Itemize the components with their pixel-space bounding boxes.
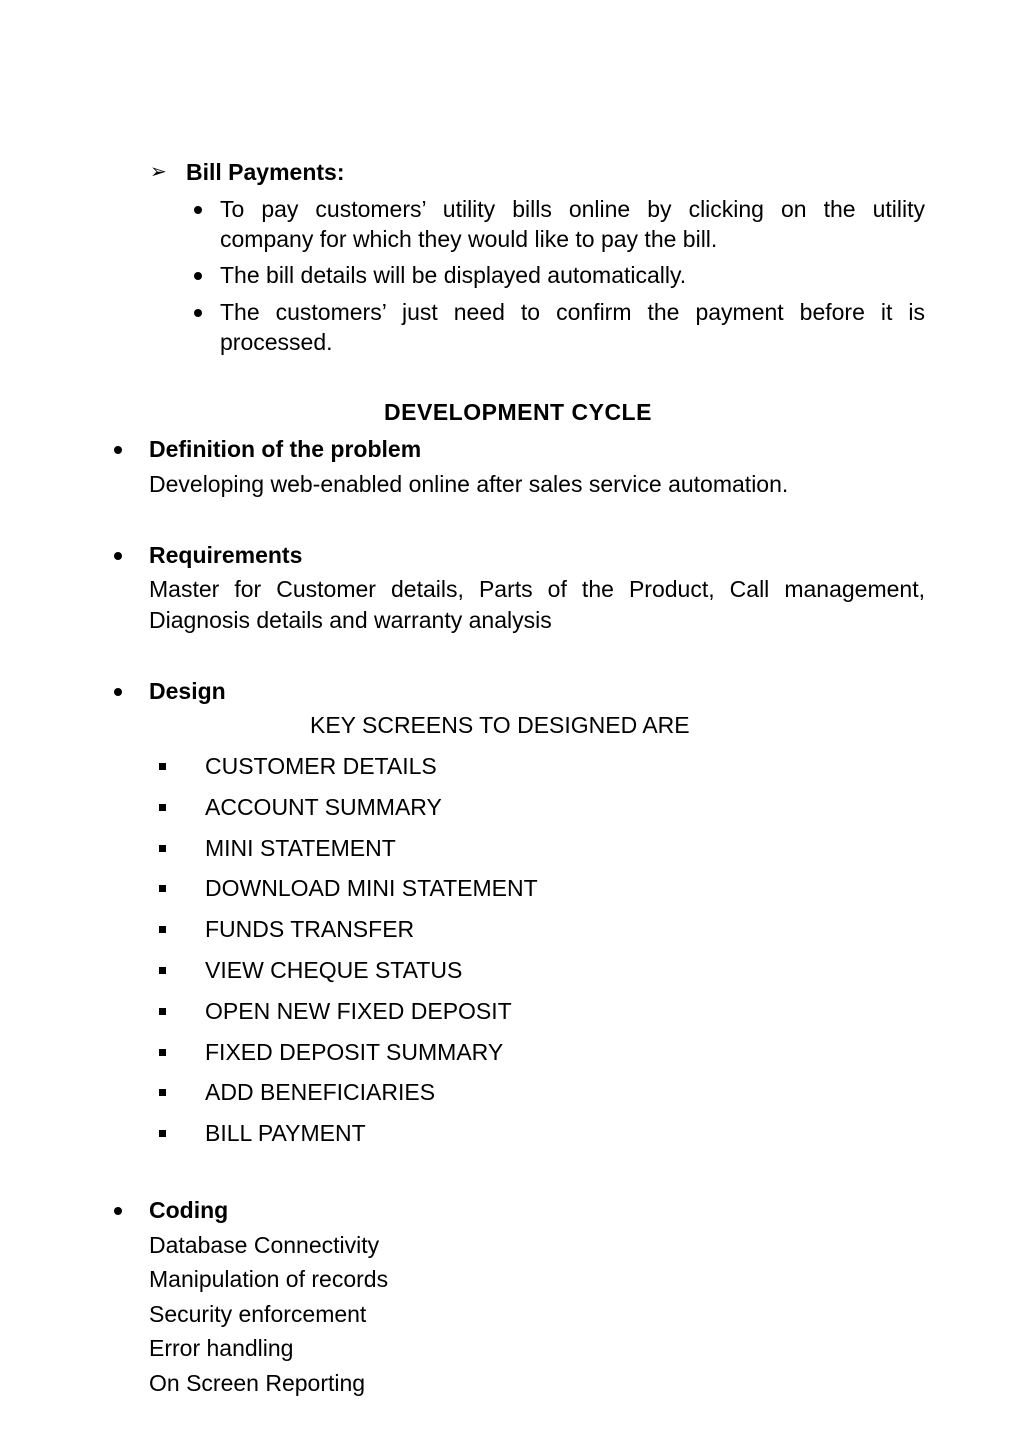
bullet-icon [114,1207,122,1215]
key-screen-item: FIXED DEPOSIT SUMMARY [205,1039,504,1065]
requirements-line1: Master for Customer details, Parts of the Product, Call management, [149,576,925,602]
square-bullet-icon [159,845,166,852]
square-bullet-icon [159,926,166,933]
bullet-icon [114,688,122,696]
bullet-icon [194,272,202,280]
bill-payments-item-2-line1: The bill details will be displayed automatically. [220,262,687,288]
design-subheading: KEY SCREENS TO DESIGNED ARE [310,712,690,738]
bill-payments-heading: Bill Payments: [186,159,345,185]
bill-payments-item-1-line2: company for which they would like to pay the bill. [220,226,718,252]
coding-item: Database Connectivity [149,1232,380,1258]
square-bullet-icon [159,1008,166,1015]
coding-item: Manipulation of records [149,1266,389,1292]
key-screen-item: CUSTOMER DETAILS [205,753,437,779]
bullet-icon [114,552,122,560]
design-heading: Design [149,678,226,704]
coding-item: Security enforcement [149,1301,367,1327]
key-screen-item: ACCOUNT SUMMARY [205,794,442,820]
coding-heading: Coding [149,1197,229,1223]
square-bullet-icon [159,1089,166,1096]
square-bullet-icon [159,967,166,974]
key-screen-item: ADD BENEFICIARIES [205,1079,436,1105]
key-screen-item: FUNDS TRANSFER [205,916,415,942]
key-screen-item: OPEN NEW FIXED DEPOSIT [205,998,512,1024]
key-screen-item: MINI STATEMENT [205,835,396,861]
bullet-icon [194,206,202,214]
requirements-heading: Requirements [149,542,303,568]
square-bullet-icon [159,885,166,892]
bill-payments-item-3-line2: processed. [220,329,333,355]
square-bullet-icon [159,804,166,811]
definition-heading: Definition of the problem [149,436,422,462]
key-screen-item: DOWNLOAD MINI STATEMENT [205,875,538,901]
bill-payments-item-1-line1: To pay customers’ utility bills online by clicking on the utility [220,196,925,222]
bullet-icon [114,446,122,454]
square-bullet-icon [159,1130,166,1137]
key-screen-item: BILL PAYMENT [205,1120,366,1146]
bullet-icon [194,309,202,317]
bill-payments-item-3-line1: The customers’ just need to confirm the payment before it is [220,299,925,325]
square-bullet-icon [159,763,166,770]
key-screen-item: VIEW CHEQUE STATUS [205,957,463,983]
square-bullet-icon [159,1049,166,1056]
requirements-line2: Diagnosis details and warranty analysis [149,607,552,633]
definition-text: Developing web-enabled online after sales service automation. [149,471,789,497]
development-cycle-title: DEVELOPMENT CYCLE [384,399,652,425]
coding-item: On Screen Reporting [149,1370,366,1396]
arrow-bullet-icon: ➢ [150,161,167,183]
coding-item: Error handling [149,1335,294,1361]
